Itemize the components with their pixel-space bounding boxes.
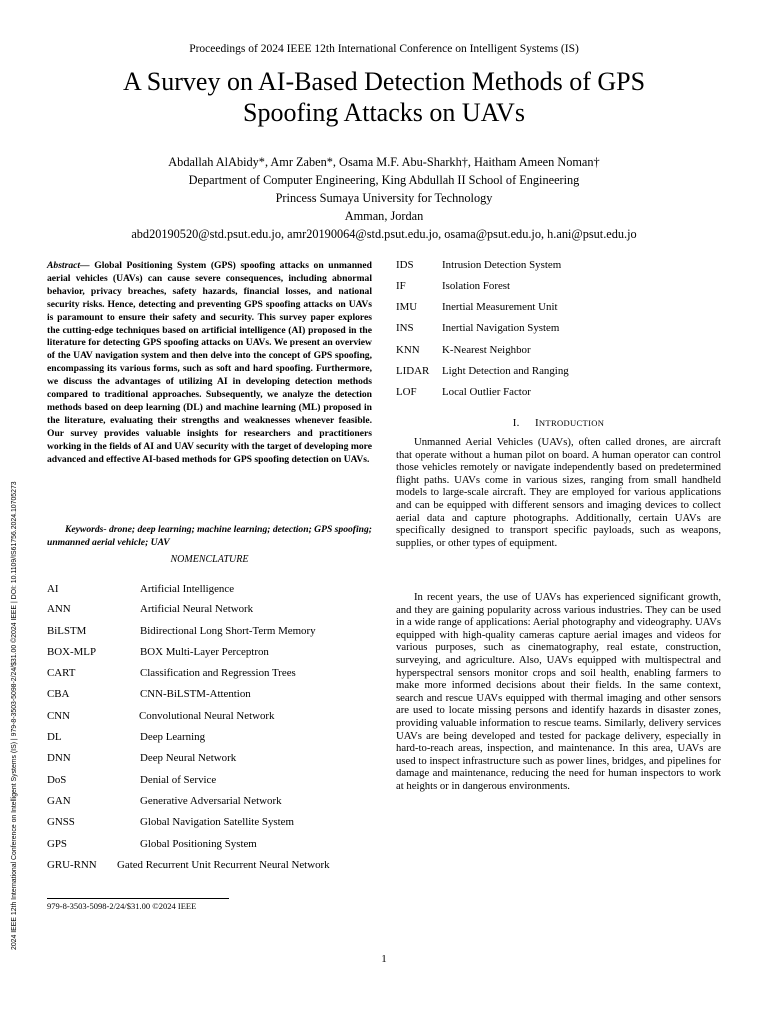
- author-block: [40, 153, 728, 243]
- nomenclature-abbr: GPS: [47, 838, 67, 850]
- section-number: I.: [512, 417, 520, 429]
- nomenclature-definition: CNN-BiLSTM-Attention: [140, 688, 251, 700]
- nomenclature-abbr: GRU-RNN: [47, 859, 97, 871]
- nomenclature-abbr: CART: [47, 667, 76, 679]
- author-location: Amman, Jordan: [344, 209, 424, 223]
- nomenclature-definition: Artificial Neural Network: [140, 603, 254, 615]
- author-department: Department of Computer Engineering, King Abdullah II School of Engineering: [188, 173, 580, 187]
- nomenclature-abbr: GNSS: [47, 816, 75, 828]
- nomenclature-abbr: INS: [396, 322, 414, 334]
- intro-paragraph-2: In recent years, the use of UAVs has experienced significant growth, and they are gaining popularity across various industries. They can be used in a wide range of applications: Aerial photography and videography. UAVs equipped with high-quality cameras capture aerial images and videos for various purposes, such as cinematography, real estate, construction, surveying, and agriculture. Also, UAVs equipped with multispectral and hyperspectral sensors monitor crops and soil health, enabling farmers to make more informed decisions about their fields. In the same context, search and rescue UAVs equipped with thermal imaging and other sensors are used to locate missing persons and identify hazards in disaster zones, providing valuable information to rescue teams. Similarly, delivery services UAVs are being developed and tested for package delivery, especially in hard-to-reach areas, inspection, and maintenance. In this area, UAVs are used to inspect infrastructure such as power lines, bridges, and pipelines for damage and maintenance, reducing the need for human inspectors to work at heights or in dangerous environments.: [396, 591, 721, 792]
- nomenclature-abbr: KNN: [396, 344, 420, 356]
- nomenclature-definition: Generative Adversarial Network: [140, 795, 282, 807]
- nomenclature-abbr: BiLSTM: [47, 625, 87, 637]
- nomenclature-definition: Denial of Service: [140, 774, 217, 786]
- nomenclature-abbr: CBA: [47, 688, 70, 700]
- nomenclature-definition: Isolation Forest: [442, 280, 511, 292]
- nomenclature-definition: BOX Multi-Layer Perceptron: [140, 646, 269, 658]
- nomenclature-definition: Classification and Regression Trees: [140, 667, 296, 679]
- side-citation-text: 2024 IEEE 12th International Conference on Intelligent Systems (IS) | 979-8-3503-5098-2/24/$31.00 ©2024 IEEE | DOI: 10.1109/IS61756.2024.10705273: [11, 481, 18, 950]
- nomenclature-definition: Deep Neural Network: [140, 752, 237, 764]
- author-emails[interactable]: abd20190520@std.psut.edu.jo, amr20190064@std.psut.edu.jo, osama@psut.edu.jo, h.ani@psut.edu.jo: [131, 227, 637, 241]
- page-number: 1: [381, 953, 387, 965]
- nomenclature-definition: Convolutional Neural Network: [139, 710, 275, 722]
- nomenclature-heading: NOMENCLATURE: [170, 554, 249, 565]
- nomenclature-abbr: GAN: [47, 795, 71, 807]
- nomenclature-definition: Intrusion Detection System: [442, 259, 562, 271]
- nomenclature-abbr: ANN: [47, 603, 71, 615]
- author-names: Abdallah AlAbidy*, Amr Zaben*, Osama M.F. Abu-Sharkh†, Haitham Ameen Noman†: [168, 155, 600, 169]
- section-title-rest: NTRODUCTION: [538, 418, 605, 428]
- nomenclature-abbr: LIDAR: [396, 365, 430, 377]
- nomenclature-abbr: IDS: [396, 259, 414, 271]
- nomenclature-abbr: CNN: [47, 710, 70, 722]
- nomenclature-abbr: DL: [47, 731, 62, 743]
- nomenclature-abbr: IMU: [396, 301, 418, 313]
- abstract: [47, 260, 372, 467]
- section-heading-introduction: [396, 417, 721, 429]
- section-initial: I: [534, 417, 539, 429]
- paper-title-line-2: Spoofing Attacks on UAVs: [243, 98, 525, 127]
- nomenclature-abbr: DNN: [47, 752, 71, 764]
- proceedings-line: Proceedings of 2024 IEEE 12th International Conference on Intelligent Systems (IS): [189, 43, 579, 55]
- nomenclature-definition: Inertial Navigation System: [442, 322, 560, 334]
- copyright-footnote: 979-8-3503-5098-2/24/$31.00 ©2024 IEEE: [47, 901, 197, 911]
- nomenclature-definition: Light Detection and Ranging: [442, 365, 569, 377]
- nomenclature-definition: Bidirectional Long Short-Term Memory: [140, 625, 316, 637]
- footnote-rule: [47, 898, 229, 899]
- nomenclature-abbr: DoS: [47, 774, 67, 786]
- nomenclature-definition: Inertial Measurement Unit: [442, 301, 558, 313]
- nomenclature-definition: Global Positioning System: [140, 838, 257, 850]
- paper-title: [40, 66, 728, 128]
- nomenclature-definition: K-Nearest Neighbor: [442, 344, 531, 356]
- nomenclature-abbr: AI: [47, 583, 59, 595]
- abstract-text: Global Positioning System (GPS) spoofing attacks on unmanned aerial vehicles (UAVs) can cause severe consequences, including abnormal behavior, privacy breaches, safety hazards, financial losses, and national security risks. Hence, detecting and preventing GPS spoofing attacks on UAVs is paramount to ensure their safety and security. This survey paper explores the cutting-edge techniques based on artificial intelligence (AI) proposed in the literature for detecting GPS spoofing attacks on UAVs. We present an overview of the UAV navigation system and then delve into the concept of GPS spoofing, encompassing its various forms, such as soft and hard spoofing. Furthermore, we discuss the advantages of utilizing AI in developing detection methods compared to traditional approaches. Subsequently, we analyze the detection methods based on deep learning (DL) and machine learning (ML) proposed in the literature, evaluating their strengths and weaknesses whenever feasible. Our survey provides valuable insights for researchers and practitioners working in the fields of AI and UAV security with the target of developing more advanced and effective AI-based methods for GPS spoofing detection on UAVs.: [47, 260, 372, 465]
- paper-title-line-1: A Survey on AI-Based Detection Methods of GPS: [122, 67, 646, 96]
- nomenclature-definition: Artificial Intelligence: [140, 583, 235, 595]
- keywords: Keywords- drone; deep learning; machine learning; detection; GPS spoofing; unmanned aerial vehicle; UAV: [47, 524, 372, 548]
- nomenclature-abbr: BOX-MLP: [47, 646, 97, 658]
- nomenclature-definition: Local Outlier Factor: [442, 386, 531, 398]
- nomenclature-definition: Deep Learning: [140, 731, 206, 743]
- nomenclature-definition: Gated Recurrent Unit Recurrent Neural Network: [117, 859, 330, 871]
- author-university: Princess Sumaya University for Technology: [275, 191, 493, 205]
- nomenclature-abbr: IF: [396, 280, 406, 292]
- nomenclature-abbr: LOF: [396, 386, 417, 398]
- nomenclature-definition: Global Navigation Satellite System: [140, 816, 294, 828]
- intro-paragraph-1: Unmanned Aerial Vehicles (UAVs), often called drones, are aircraft that operate without a human pilot on board. A human operator can control those vehicles remotely or navigate independently based on predetermined flight paths. UAVs come in various sizes, ranging from small handheld models to large-scale aircraft. They are employed for various applications and can be equipped with different sensors and imaging devices to collect aerial data and capture photographs. Additionally, certain UAVs are specifically designed to transport specific payloads, such as weapons, supplies, or other types of equipment.: [396, 436, 721, 549]
- abstract-label: Abstract—: [47, 260, 90, 271]
